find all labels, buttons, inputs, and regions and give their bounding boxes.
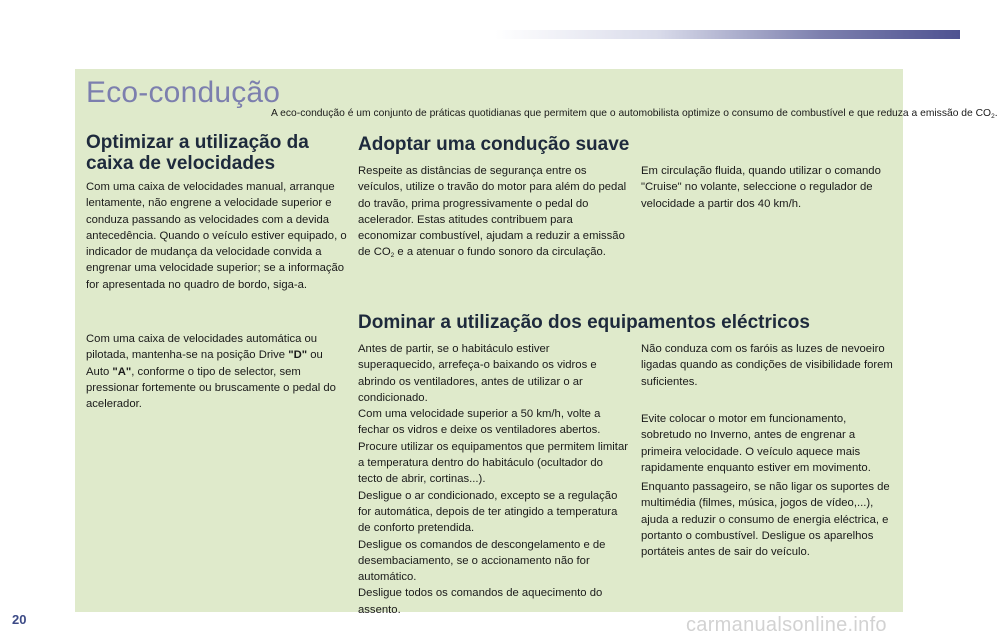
- gearbox-auto-text-3: , conforme o tipo de selector, sem pressionar fortemente ou bruscamente o pedal do acelerador.: [86, 365, 336, 411]
- drive-position-label: "D": [288, 349, 308, 362]
- smooth-text-1: Respeite as distâncias de segurança entre os veículos, utilize o travão do motor para além do pedal do travão, prima progressivamente o pedal do acelerador. Estas atitudes contribuem para economizar combustível, ajudam a reduzir a emissão de CO: [358, 165, 627, 259]
- page-title: Eco-condução: [86, 76, 281, 109]
- electrical-line: Com uma velocidade superior a 50 km/h, volte a fechar os vidros e deixe os ventiladores abertos.: [358, 408, 601, 437]
- smooth-driving-paragraph: [358, 163, 628, 265]
- intro-text-main: A eco-condução é um conjunto de práticas quotidianas que permitem que o automobilista optimize o consumo de combustível e que reduza a emissão de CO: [271, 108, 992, 119]
- header-gradient-bar: [495, 30, 960, 39]
- electrical-line: Antes de partir, se o habitáculo estiver superaquecido, arrefeça-o baixando os vidros e abrindo os ventiladores, antes de utilizar o ar condicionado.: [358, 343, 597, 404]
- electrical-line: Desligue os comandos de descongelamento e de desembaciamento, se o accionamento não for automático.: [358, 538, 606, 584]
- smooth-subscript: 2: [390, 252, 395, 260]
- cruise-paragraph: Em circulação fluida, quando utilizar o comando "Cruise" no volante, seleccione o regulador de velocidade a partir dos 40 km/h.: [641, 165, 881, 210]
- electrical-paragraph-1: [358, 341, 628, 618]
- heading-electrical-equipment: Dominar a utilização dos equipamentos eléctricos: [358, 312, 810, 333]
- smooth-text-2: e a atenuar o fundo sonoro da circulação.: [394, 246, 606, 259]
- electrical-line: Procure utilizar os equipamentos que permitem limitar a temperatura dentro do habitáculo (ocultador do tecto de abrir, cortinas...).: [358, 440, 628, 486]
- gearbox-automatic-paragraph: [86, 331, 348, 412]
- gearbox-manual-paragraph: Com uma caixa de velocidades manual, arranque lentamente, não engrene a velocidade superior e conduza passando as velocidades com a devida antecedência. Quando o veículo estiver equipado, o indicador de mudança da velocidade convida a engrenar uma velocidade superior; se a informação for apresentada no quadro de bordo, siga-a.: [86, 181, 347, 291]
- watermark: carmanualsonline.info: [686, 614, 887, 636]
- fog-lights-paragraph: Não conduza com os faróis as luzes de nevoeiro ligadas quando as condições de visibilidade forem suficientes.: [641, 343, 893, 388]
- engine-start-paragraph: Evite colocar o motor em funcionamento, sobretudo no Inverno, antes de engrenar a primeira velocidade. O veículo aquece mais rapidamente enquanto estiver em movimento.: [641, 413, 871, 474]
- multimedia-paragraph: Enquanto passageiro, se não ligar os suportes de multimédia (filmes, música, jogos de vídeo,...), ajuda a reduzir o consumo de energia eléctrica, e portanto o combustível. Desligue os aparelhos portáteis antes de sair do veículo.: [641, 481, 890, 559]
- intro-text-end: .: [994, 108, 998, 119]
- page-number: 20: [12, 612, 27, 627]
- heading-smooth-driving: Adoptar uma condução suave: [358, 134, 630, 155]
- heading-gearbox: Optimizar a utilização da caixa de velocidades: [86, 132, 309, 174]
- gearbox-auto-text-2: ou Auto: [86, 349, 323, 378]
- electrical-line: Desligue todos os comandos de aquecimento do assento.: [358, 587, 603, 616]
- gearbox-auto-text-1: Com uma caixa de velocidades automática ou pilotada, mantenha-se na posição Drive: [86, 333, 318, 362]
- intro-subscript: 2: [991, 113, 995, 120]
- auto-position-label: "A": [112, 365, 132, 378]
- electrical-line: Desligue o ar condicionado, excepto se a regulação for automática, depois de ter atingido a temperatura de conforto pretendida.: [358, 489, 618, 535]
- intro-text: [271, 108, 998, 120]
